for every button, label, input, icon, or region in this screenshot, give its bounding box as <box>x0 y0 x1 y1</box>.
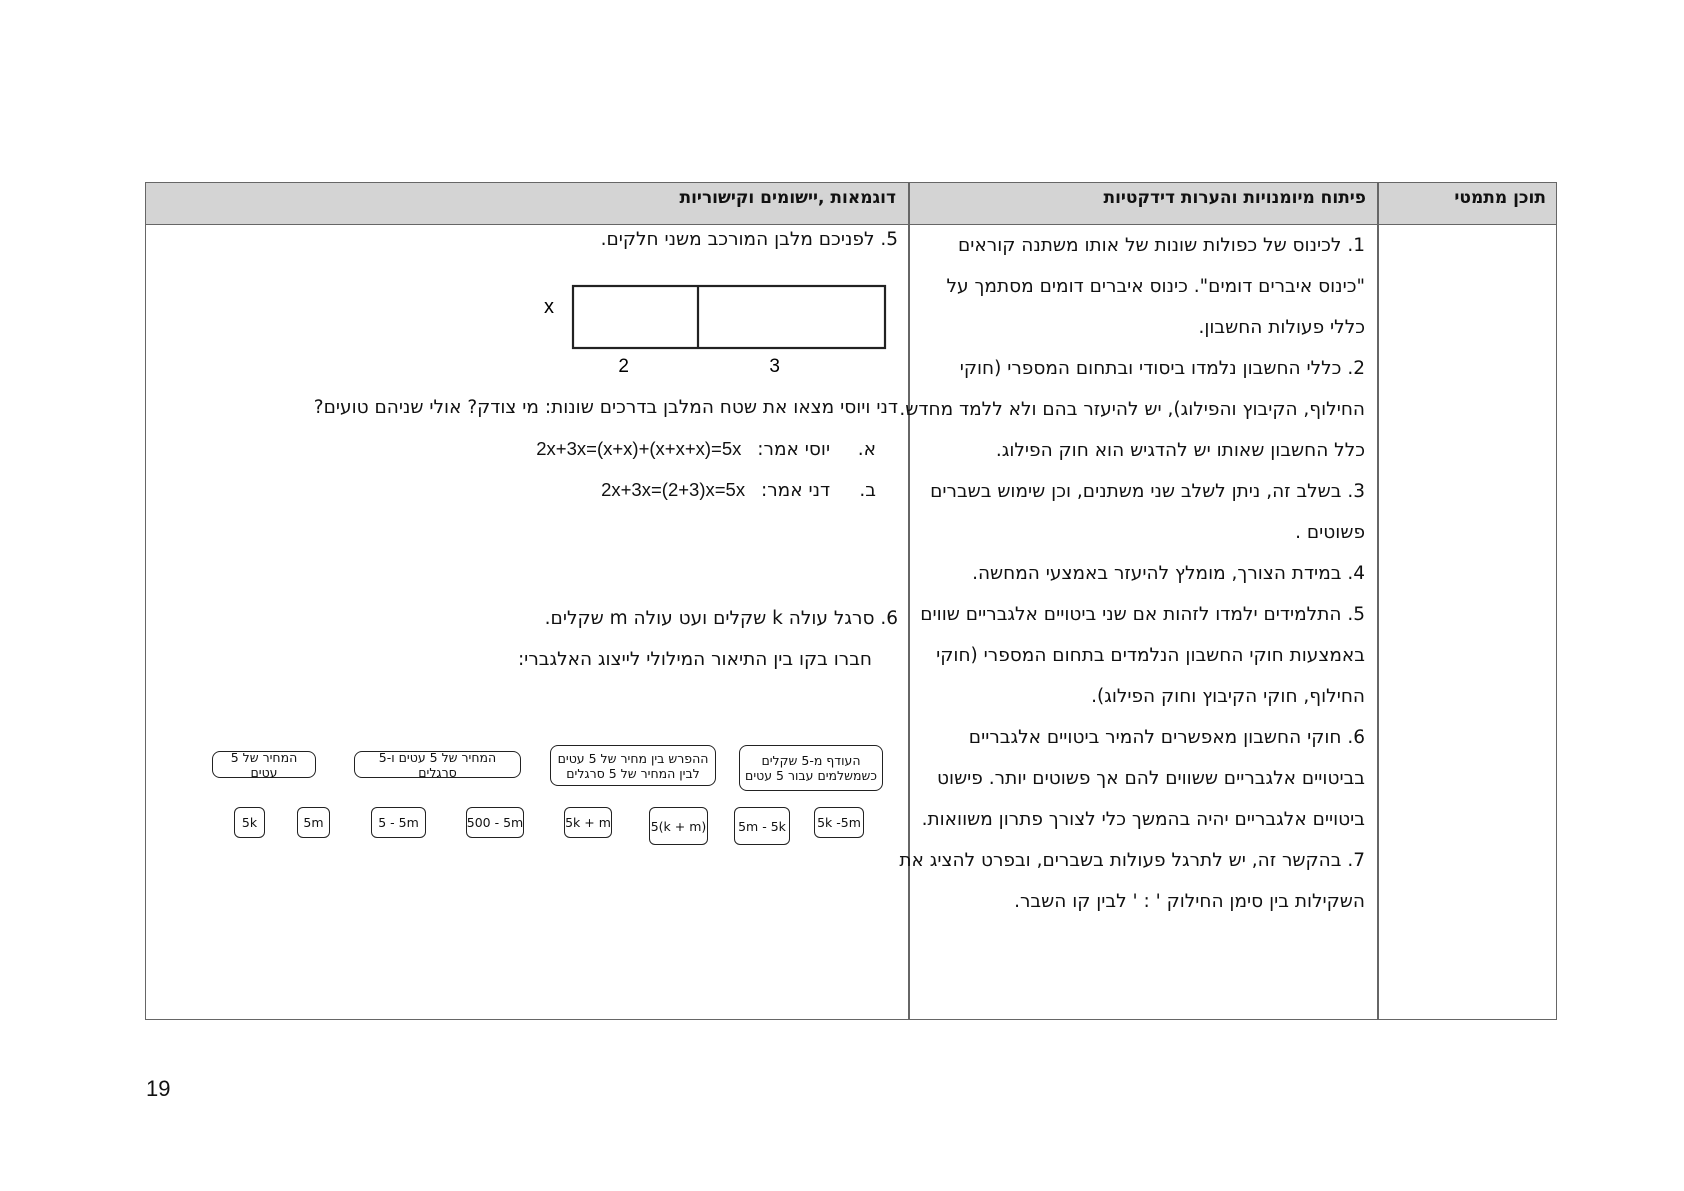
skill-line: "כינוס איברים דומים". כינוס איברים דומים מסתמך על <box>946 276 1365 297</box>
answer-a <box>536 434 876 465</box>
answer-a-expression: 2x+3x=(x+x)+(x+x+x)=5x <box>536 438 742 459</box>
rect-bottom-right-label: 3 <box>769 356 780 377</box>
skill-line: השקילות בין סימן החילוק ' : ' לבין קו השבר. <box>1014 891 1365 912</box>
description-text <box>745 753 877 783</box>
expression-chip[interactable]: 5(k + m) <box>649 807 708 845</box>
description-text <box>217 750 311 780</box>
rectangle-outline <box>573 286 885 348</box>
header-examples: דוגמאות ,יישומים וקישוריות <box>679 188 896 208</box>
expression-chip[interactable]: 5k <box>234 807 265 838</box>
question-5-title: 5. לפניכם מלבן המורכב משני חלקים. <box>600 229 898 250</box>
description-line: כשמשלמים עבור 5 עטים <box>745 768 877 783</box>
description-line: המחיר של 5 עטים ו-5 סרגלים <box>378 749 497 780</box>
description-card[interactable] <box>212 751 316 778</box>
skills-list <box>899 225 1365 922</box>
page-number: 19 <box>146 1076 171 1101</box>
skill-line: 5. התלמידים ילמדו לזהות אם שני ביטויים אלגבריים שווים <box>920 604 1365 625</box>
expression-chip[interactable]: 5 - 5m <box>371 807 426 838</box>
skill-line: באמצעות חוקי החשבון הנלמדים בתחום המספרי (חוקי <box>936 645 1365 666</box>
rectangle-diagram <box>546 273 886 383</box>
header-math-content: תוכן מתמטי <box>1454 188 1546 208</box>
skill-line: בביטויים אלגבריים ששווים להם אך פשוטים יותר. פישוט <box>937 768 1365 789</box>
answer-b <box>601 475 876 506</box>
answer-b-marker: ב. <box>859 480 876 501</box>
skill-line: החילוף, חוקי הקיבוץ וחוק הפילוג). <box>1091 686 1365 707</box>
skill-line: כללי פעולות החשבון. <box>1198 317 1365 338</box>
description-card[interactable] <box>550 745 716 786</box>
description-text <box>558 751 709 781</box>
expression-chip[interactable]: 500 - 5m <box>466 807 524 838</box>
answer-b-expression: 2x+3x=(2+3)x=5x <box>601 479 746 500</box>
skill-line: 4. במידת הצורך, מומלץ להיעזר באמצעי המחשה. <box>972 563 1365 584</box>
description-card[interactable] <box>739 745 883 791</box>
expression-chip[interactable]: 5m - 5k <box>734 807 790 845</box>
question-6-title: 6. סרגל עולה k שקלים ועט עולה m שקלים. <box>544 608 898 629</box>
description-line: המחיר של 5 עטים <box>230 749 298 780</box>
question-5-prompt: דני ויוסי מצאו את שטח המלבן בדרכים שונות: מי צודק? אולי שניהם טועים? <box>313 397 898 418</box>
skill-line: החילוף, הקיבוץ והפילוג), יש להיעזר בהם ולא ללמד מחדש. <box>899 399 1365 420</box>
description-line: העודף מ-5 שקלים <box>761 753 861 768</box>
expression-chip[interactable]: 5k + m <box>564 807 612 838</box>
description-text <box>359 750 516 780</box>
skill-line: 1. לכינוס של כפולות שונות של אותו משתנה קוראים <box>957 235 1365 256</box>
skill-line: 7. בהקשר זה, יש לתרגל פעולות בשברים, ובפרט להציג את <box>899 850 1365 871</box>
header-skills: פיתוח מיומנויות והערות דידקטיות <box>1103 188 1366 208</box>
skill-line: 3. בשלב זה, ניתן לשלב שני משתנים, וכן שימוש בשברים <box>930 481 1365 502</box>
curriculum-table <box>145 182 1557 1020</box>
rect-side-label: x <box>544 296 554 318</box>
answer-a-marker: א. <box>857 439 876 460</box>
skill-line: ביטויים אלגבריים יהיה בהמשך כלי לצורך פתרון משוואות. <box>921 809 1365 830</box>
description-line: ההפרש בין מחיר של 5 עטים <box>557 750 709 766</box>
skill-line: פשוטים . <box>1295 522 1365 543</box>
description-card[interactable] <box>354 751 521 778</box>
answer-a-text: יוסי אמר: <box>757 439 831 460</box>
table-header-row <box>146 183 1556 225</box>
expression-chip[interactable]: 5m <box>297 807 330 838</box>
skill-line: כלל החשבון שאותו יש להדגיש הוא חוק הפילוג. <box>995 440 1365 461</box>
answer-b-text: דני אמר: <box>760 480 831 501</box>
examples-column <box>146 225 908 1019</box>
skill-line: 6. חוקי החשבון מאפשרים להמיר ביטויים אלגבריים <box>968 727 1365 748</box>
description-line: לבין המחיר של 5 סרגלים <box>566 765 700 781</box>
column-divider <box>1377 183 1379 1019</box>
skill-line: 2. כללי החשבון נלמדו ביסודי ובתחום המספרי (חוקי <box>959 358 1365 379</box>
skills-column <box>899 225 1377 1019</box>
expression-chip[interactable]: 5k -5m <box>814 807 864 838</box>
rect-bottom-left-label: 2 <box>618 356 629 377</box>
question-6-instruction: חברו בקו בין התיאור המילולי לייצוג האלגברי: <box>517 649 872 670</box>
